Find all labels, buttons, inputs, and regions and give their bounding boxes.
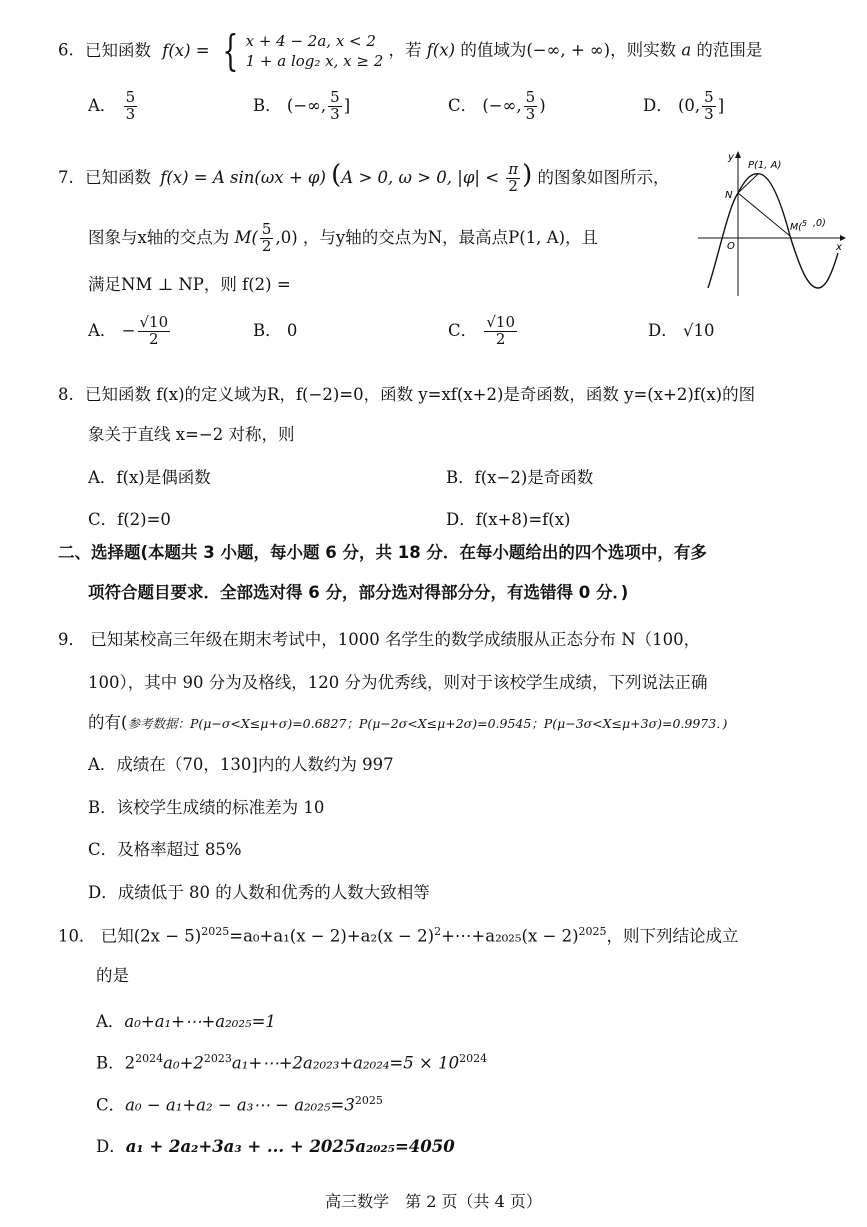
- q9-stem-line2: 100），其中 90 分为及格线，120 分为优秀线，则对于该校学生成绩，下列说法正确: [88, 673, 708, 692]
- left-paren-icon: (: [331, 160, 342, 190]
- q9-stem-line3: 的有(参考数据：P(μ−σ<X≤μ+σ)=0.6827；P(μ−2σ<X≤μ+2σ)=0.9545；P(μ−3σ<X≤μ+3σ)=0.9973．): [88, 713, 728, 732]
- q7-option-b[interactable]: B． 0: [253, 321, 298, 341]
- q7-number: 7.: [58, 168, 74, 187]
- q10-option-a[interactable]: A．a₀+a₁+⋯+a₂₀₂₅=1: [96, 1012, 276, 1031]
- q10-stem-line2: 的是: [96, 966, 129, 985]
- q9-option-a[interactable]: A．成绩在（70，130]内的人数约为 997: [88, 755, 394, 774]
- q9-reference-data: 参考数据：P(μ−σ<X≤μ+σ)=0.6827；P(μ−2σ<X≤μ+2σ)=0.9545；P(μ−3σ<X≤μ+3σ)=0.9973．): [127, 716, 728, 731]
- section2-instructions: 项符合题目要求．全部选对得 6 分，部分选对得部分分，有选错得 0 分．): [88, 583, 629, 602]
- q8-stem-line2: 象关于直线 x=−2 对称，则: [88, 425, 295, 444]
- segment-nm: [738, 193, 790, 236]
- q8-stem-line1: 8. 已知函数 f(x)的定义域为R，f(−2)=0，函数 y=xf(x+2)是奇函数，函数 y=(x+2)f(x)的图: [58, 385, 756, 404]
- q6-piecewise: { x + 4 − 2a, x < 2 1 + a log₂ x, x ≥ 2: [222, 26, 384, 75]
- q8-number: 8.: [58, 385, 74, 404]
- y-axis-label: y: [728, 152, 734, 163]
- q7-stem-line2: 图象与x轴的交点为 M( $\frac{5}{2}$ ,0) ，与y轴的交点为N，最高点P(1, A)，且: [88, 220, 599, 255]
- q9-option-b[interactable]: B．该校学生成绩的标准差为 10: [88, 798, 325, 817]
- q6-stem: 6. 已知函数 f(x) = { x + 4 − 2a, x < 2 1 + a log₂ x, x ≥ 2 ，若 f(x) 的值域为(−∞, + ∞)，则实数 a 的范围是: [58, 26, 763, 75]
- q9-option-d[interactable]: D．成绩低于 80 的人数和优秀的人数大致相等: [88, 883, 430, 902]
- q10-stem-line1: 10． 已知$(2x - 5)^{2025}=a_0+a_1(x - 2)+a_2(x$ − $2)^2+\cdots+a_{2025}(x - 2)^{2025}$，则下列结论成立: [58, 925, 739, 946]
- q7-options: [88, 315, 728, 348]
- q9-option-c[interactable]: C．及格率超过 85%: [88, 840, 242, 859]
- point-n-label: N: [725, 190, 733, 201]
- page-footer: 高三数学 第 2 页（共 4 页）: [325, 1192, 542, 1211]
- q7-option-d[interactable]: D． √10: [648, 321, 715, 341]
- section2-heading: 二、选择题(本题共 3 小题，每小题 6 分，共 18 分．在每小题给出的四个选项中，有多: [58, 543, 707, 562]
- point-m-label: M($^5$ ,0): [790, 218, 826, 233]
- q6-option-b[interactable]: B． (−∞, $\frac{5}{3}$ ]: [253, 88, 351, 123]
- q6-option-d[interactable]: D． (0, $\frac{5}{3}$ ]: [643, 88, 725, 123]
- left-brace-icon: {: [222, 26, 239, 75]
- q7-option-c[interactable]: C． $\frac{√10}{2}$: [448, 313, 516, 348]
- q6-number: 6.: [58, 40, 74, 60]
- x-axis-arrow-icon: [840, 235, 846, 241]
- q8-option-c[interactable]: C．f(2)=0: [88, 510, 171, 529]
- q7-graph-figure: [690, 148, 850, 300]
- origin-label: O: [727, 241, 735, 252]
- q10-option-c[interactable]: C．a₀ − a₁+a₂ − a₃⋯ − $a_{2025}=3^{2025}$: [96, 1094, 383, 1115]
- q7-option-a[interactable]: A． − $\frac{√10}{2}$: [88, 313, 169, 348]
- q8-option-d[interactable]: D．f(x+8)=f(x): [446, 510, 571, 529]
- q6-options: [88, 90, 768, 123]
- q9-number: 9．: [58, 630, 85, 649]
- segment-np: [738, 174, 758, 193]
- q10-option-d[interactable]: D．a₁ + 2a₂+3a₃ + ... + 2025a₂₀₂₅=4050: [96, 1137, 455, 1156]
- q8-option-b[interactable]: B．f(x−2)是奇函数: [446, 468, 594, 487]
- q6-option-a[interactable]: A． $\frac{5}{3}$: [88, 88, 136, 123]
- x-axis-label: x: [836, 242, 842, 253]
- q9-stem-line1: 9． 已知某校高三年级在期末考试中，1000 名学生的数学成绩服从正态分布 N（100，: [58, 630, 701, 649]
- right-paren-icon: ): [522, 160, 533, 190]
- q10-option-b[interactable]: B．$2^{2024}a_0+2^{2023}a_1+\cdots+2a_{2023}+a_{2024}=5 \times 10^{2024}$: [96, 1052, 488, 1073]
- q6-option-c[interactable]: C． (−∞, $\frac{5}{3}$ ): [448, 88, 546, 123]
- q7-stem-line3: 满足NM ⊥ NP，则 f(2) =: [88, 275, 291, 294]
- q7-stem-line1: 7. 已知函数 f(x) = A sin(ωx + φ) (A > 0, ω > 0, |φ| < $\frac{\pi}{2}$ ) 的图象如图所示，: [58, 160, 670, 195]
- q8-option-a[interactable]: A．f(x)是偶函数: [88, 468, 211, 487]
- point-p-label: P(1, A): [748, 160, 782, 171]
- q10-number: 10．: [58, 926, 96, 946]
- y-axis-arrow-icon: [735, 151, 741, 158]
